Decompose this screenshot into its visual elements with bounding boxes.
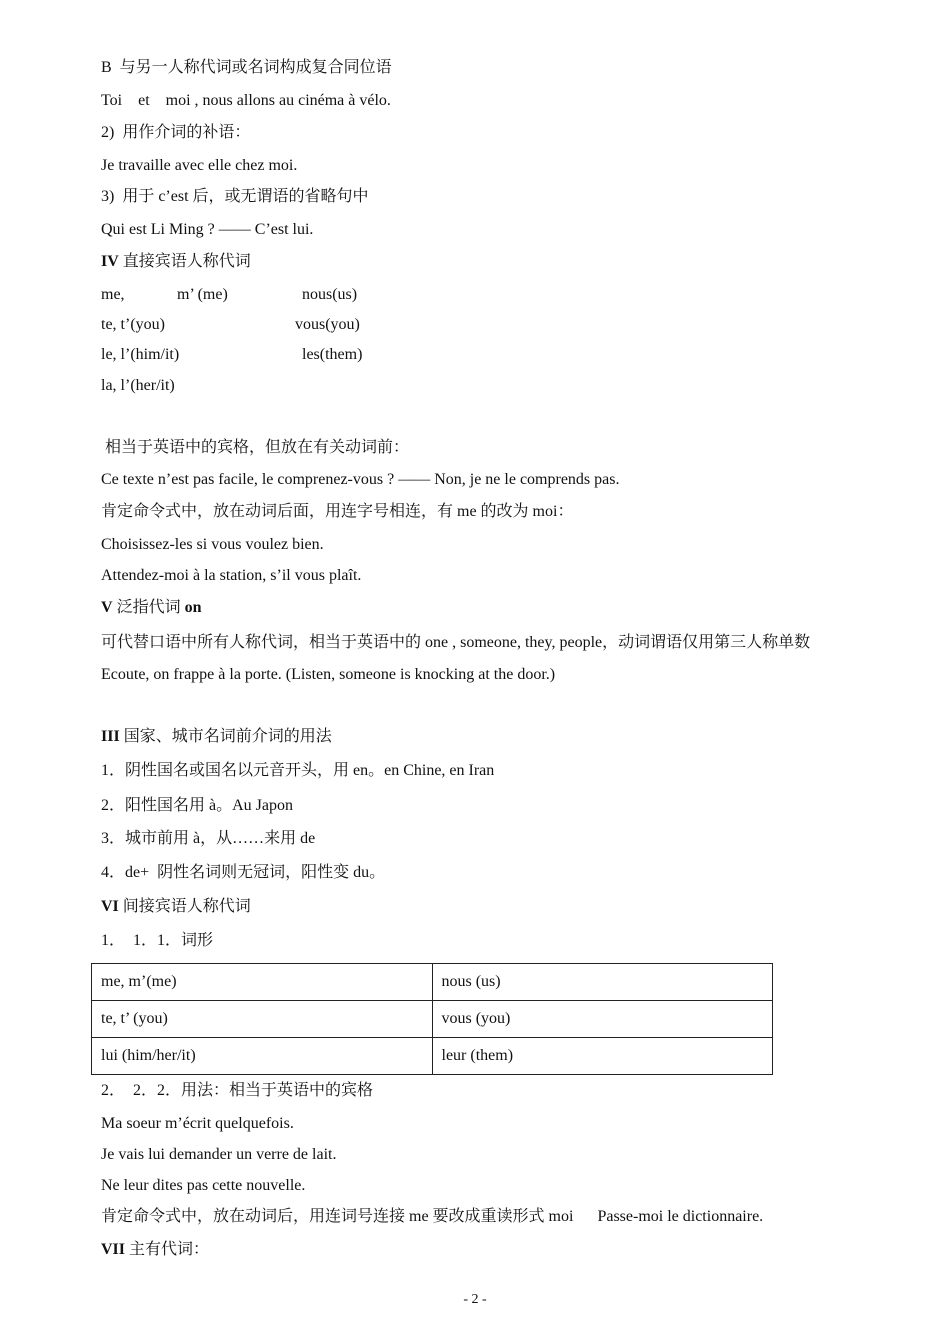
section-title: 间接宾语人称代词	[118, 898, 251, 915]
table-row	[92, 1038, 773, 1075]
section-number: IV	[101, 253, 119, 270]
pronoun-cell: vous(you)	[295, 316, 360, 333]
section-heading-vii	[101, 1240, 209, 1260]
text-line: 相当于英语中的宾格，但放在有关动词前：	[101, 439, 410, 456]
pronoun-cell: te, t’(you)	[101, 316, 165, 333]
section-heading-v	[101, 598, 201, 618]
text-line: 1． 1．1．词形	[101, 932, 214, 949]
text-line: Choisissez-les si vous voulez bien.	[101, 536, 324, 553]
text-line: Ma soeur m’écrit quelquefois.	[101, 1115, 294, 1132]
table-cell: leur (them)	[432, 1038, 773, 1075]
section-number: III	[101, 728, 120, 745]
table-cell: lui (him/her/it)	[92, 1038, 433, 1075]
text-line: 4．de+ 阴性名词则无冠词，阳性变 du。	[101, 864, 386, 881]
section-title: 直接宾语人称代词	[118, 253, 251, 270]
pronoun-cell: nous(us)	[302, 286, 358, 303]
text-line: 2．阳性国名用 à。Au Japon	[101, 797, 293, 814]
section-number: V	[101, 599, 113, 616]
section-number: VII	[101, 1241, 126, 1258]
section-number: VI	[101, 898, 119, 915]
text-line: 可代替口语中所有人称代词，相当于英语中的 one , someone, they, people，动词谓语仅用第三人称单数	[101, 634, 811, 651]
text-line: Toi et moi , nous allons au cinéma à vélo.	[101, 92, 391, 109]
pronoun-cell: les(them)	[302, 346, 363, 363]
table-cell: me, m’(me)	[92, 964, 433, 1001]
section-title: 泛指代词	[112, 599, 185, 616]
table-cell: vous (you)	[432, 1001, 773, 1038]
pronoun-cell: le, l’(him/it)	[101, 346, 180, 363]
section-title: 国家、城市名词前介词的用法	[119, 728, 332, 745]
indirect-pronoun-table	[91, 963, 773, 1075]
text-line: 3) 用于 c’est 后，或无谓语的省略句中	[101, 188, 369, 205]
pronoun-cell: me,	[101, 286, 125, 303]
section-heading-iv	[101, 252, 251, 272]
table-cell: te, t’ (you)	[92, 1001, 433, 1038]
text-line: 3．城市前用 à，从……来用 de	[101, 830, 316, 847]
table-row	[92, 964, 773, 1001]
pronoun-cell: m’ (me)	[177, 286, 228, 303]
text-line: Je vais lui demander un verre de lait.	[101, 1146, 337, 1163]
page-number: - 2 -	[463, 1292, 487, 1307]
text-line: Je travaille avec elle chez moi.	[101, 157, 298, 174]
text-line: 肯定命令式中，放在动词后，用连词号连接 me 要改成重读形式 moi Passe-moi le dictionnaire.	[101, 1208, 764, 1225]
section-heading-iii	[101, 727, 332, 747]
pronoun-cell: la, l’(her/it)	[101, 377, 175, 394]
text-line: 肯定命令式中，放在动词后面，用连字号相连，有 me 的改为 moi：	[101, 503, 574, 520]
text-line: B 与另一人称代词或名词构成复合同位语	[101, 59, 392, 76]
text-line: 2) 用作介词的补语：	[101, 124, 251, 141]
table-row	[92, 1001, 773, 1038]
text-line: 1．阴性国名或国名以元音开头，用 en。en Chine, en Iran	[101, 762, 495, 779]
section-heading-vi	[101, 897, 251, 917]
section-title-bold: on	[184, 599, 202, 616]
text-line: Qui est Li Ming ? —— C’est lui.	[101, 221, 314, 238]
text-line: 2． 2．2．用法：相当于英语中的宾格	[101, 1082, 374, 1099]
text-line: Ecoute, on frappe à la porte. (Listen, someone is knocking at the door.)	[101, 666, 556, 683]
table-cell: nous (us)	[432, 964, 773, 1001]
text-line: Ne leur dites pas cette nouvelle.	[101, 1177, 306, 1194]
text-line: Ce texte n’est pas facile, le comprenez-vous ? —— Non, je ne le comprends pas.	[101, 471, 620, 488]
section-title: 主有代词：	[125, 1241, 210, 1258]
text-line: Attendez-moi à la station, s’il vous plaît.	[101, 567, 362, 584]
